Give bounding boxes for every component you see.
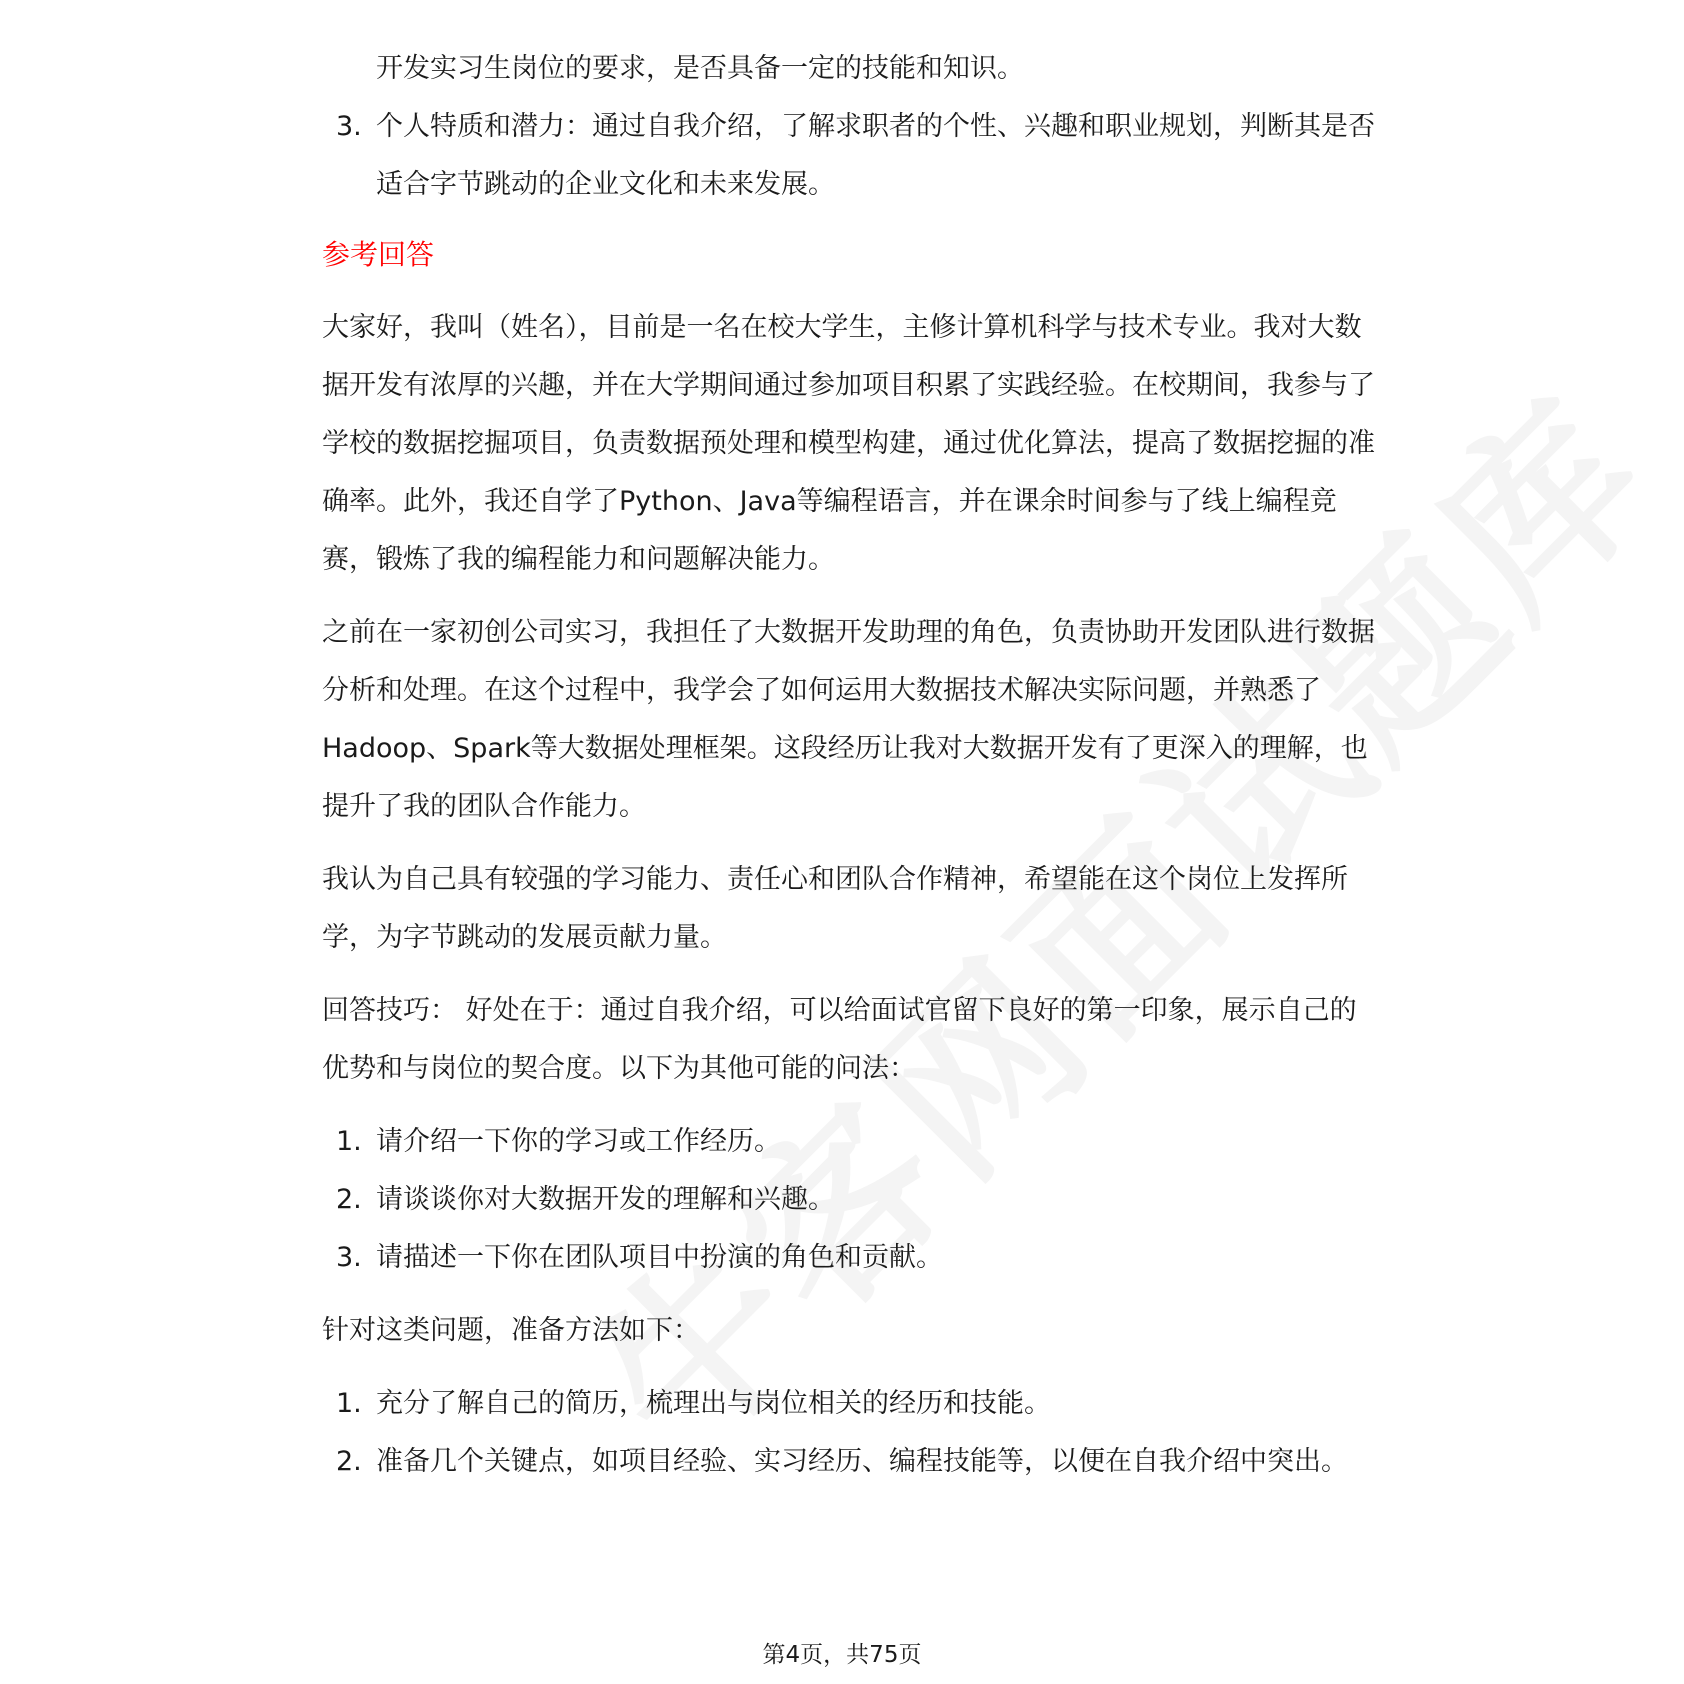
paragraph: 回答技巧： 好处在于：通过自我介绍，可以给面试官留下良好的第一印象，展示自己的优势和与岗位的契合度。以下为其他可能的问法： <box>322 995 1357 1084</box>
list-item <box>322 1375 1382 1433</box>
list-item <box>322 1229 1382 1287</box>
list-item-text: 准备几个关键点，如项目经验、实习经历、编程技能等，以便在自我介绍中突出。 <box>376 1446 1348 1477</box>
list-number: 3. <box>336 1242 362 1273</box>
list-item-text: 请描述一下你在团队项目中扮演的角色和贡献。 <box>376 1242 943 1273</box>
list-item <box>322 1433 1382 1491</box>
list-item <box>322 1113 1382 1171</box>
list-number: 2. <box>336 1184 362 1215</box>
list-item <box>322 1171 1382 1229</box>
paragraph: 我认为自己具有较强的学习能力、责任心和团队合作精神，希望能在这个岗位上发挥所学，为字节跳动的发展贡献力量。 <box>322 864 1348 953</box>
page-footer: 第4页，共75页 <box>762 1642 922 1668</box>
list-item-text: 充分了解自己的简历，梳理出与岗位相关的经历和技能。 <box>376 1388 1051 1419</box>
document-body <box>322 40 1382 1506</box>
list-number: 2. <box>336 1446 362 1477</box>
list-item-text: 请谈谈你对大数据开发的理解和兴趣。 <box>376 1184 835 1215</box>
list-item-text: 请介绍一下你的学习或工作经历。 <box>376 1126 781 1157</box>
paragraph: 之前在一家初创公司实习，我担任了大数据开发助理的角色，负责协助开发团队进行数据分析和处理。在这个过程中，我学会了如何运用大数据技术解决实际问题，并熟悉了Hadoop、Spark等大数据处理框架。这段经历让我对大数据开发有了更深入的理解，也提升了我的团队合作能力。 <box>322 617 1375 822</box>
prep-steps-list <box>322 1375 1382 1491</box>
paragraph: 针对这类问题，准备方法如下： <box>322 1315 700 1346</box>
list-number: 1. <box>336 1126 362 1157</box>
list-item-continuation: 开发实习生岗位的要求，是否具备一定的技能和知识。 <box>376 53 1024 84</box>
list-number: 1. <box>336 1388 362 1419</box>
list-item-text: 个人特质和潜力：通过自我介绍，了解求职者的个性、兴趣和职业规划，判断其是否适合字节跳动的企业文化和未来发展。 <box>376 111 1375 200</box>
alt-questions-list <box>322 1113 1382 1287</box>
list-item <box>322 98 1382 214</box>
section-heading: 参考回答 <box>322 238 435 271</box>
paragraph: 大家好，我叫（姓名），目前是一名在校大学生，主修计算机科学与技术专业。我对大数据开发有浓厚的兴趣，并在大学期间通过参加项目积累了实践经验。在校期间，我参与了学校的数据挖掘项目，负责数据预处理和模型构建，通过优化算法，提高了数据挖掘的准确率。此外，我还自学了Python、Java等编程语言，并在课余时间参与了线上编程竞赛，锻炼了我的编程能力和问题解决能力。 <box>322 312 1375 575</box>
list-number: 3. <box>336 111 362 142</box>
